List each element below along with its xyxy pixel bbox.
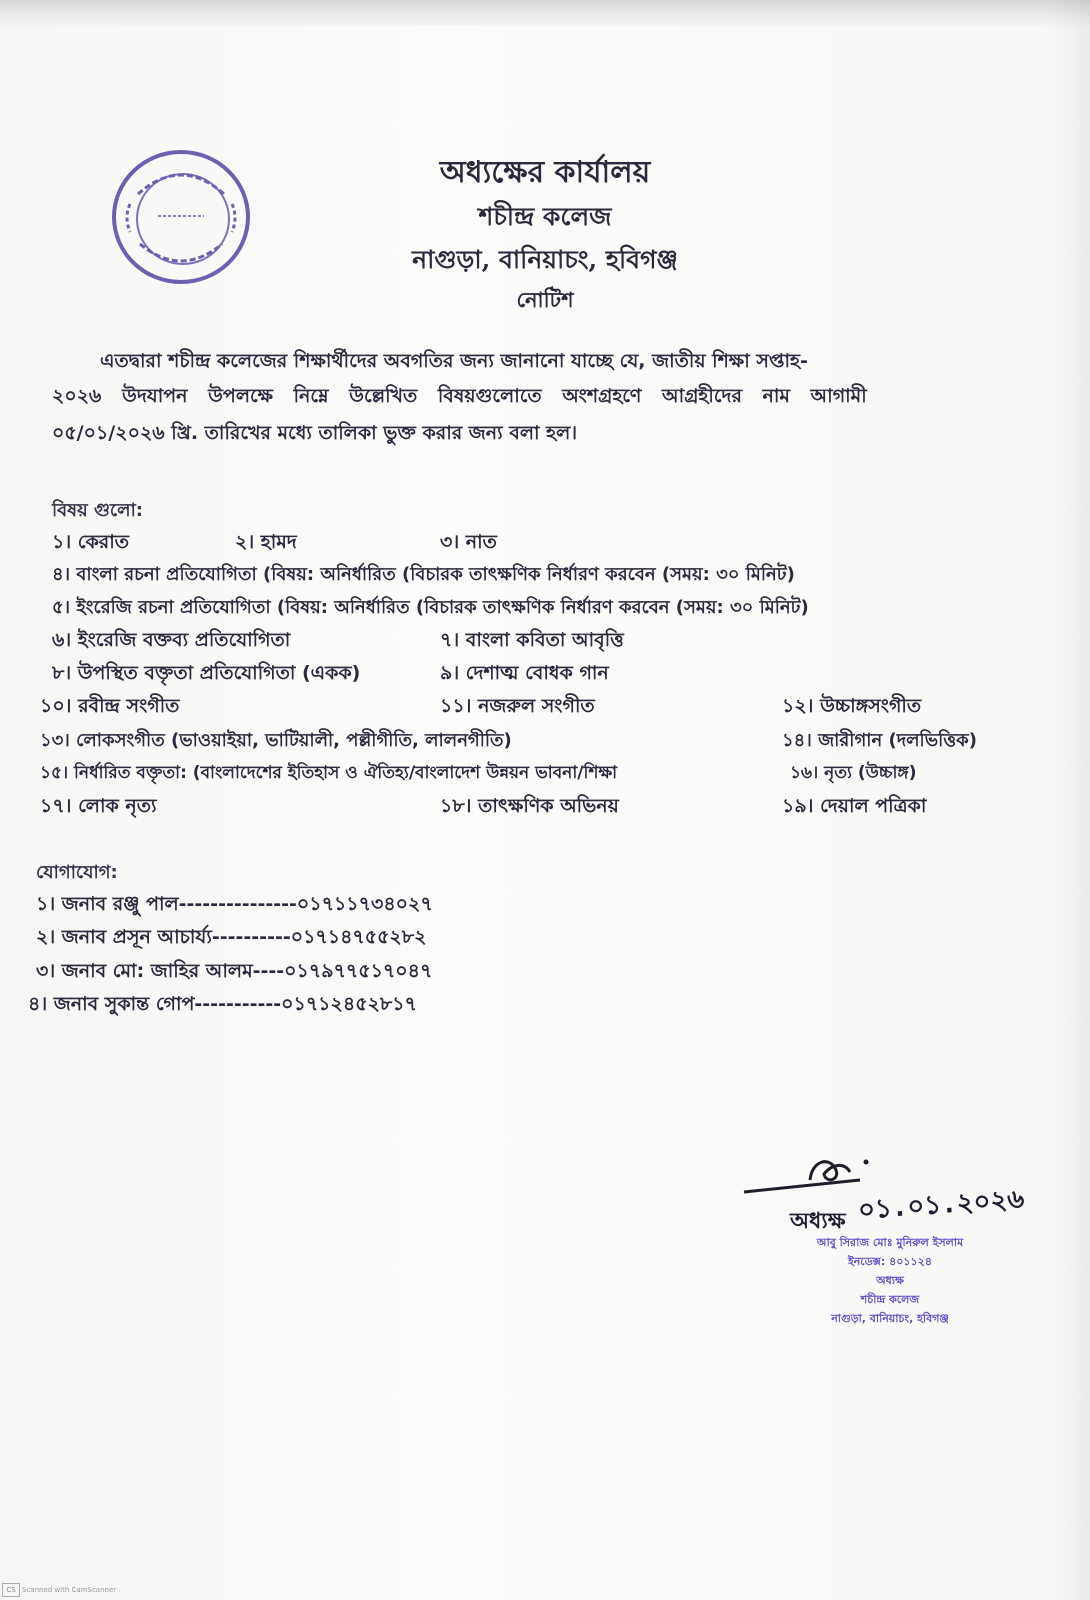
- subject-item: ৮। উপস্থিত বক্তৃতা প্রতিযোগিতা (একক): [52, 662, 361, 684]
- contact-item: ৪। জনাব সুকান্ত গোপ-----------০১৭১২৪৫২৮১৭: [28, 993, 417, 1015]
- subject-item: ১৪। জারীগান (দলভিত্তিক): [782, 730, 977, 751]
- notice-body-line-3: ০৫/০১/২০২৬ খ্রি. তারিখের মধ্যে তালিকা ভুক্ত করার জন্য বলা হল।: [52, 422, 578, 444]
- subject-item: ১৮। তাৎক্ষণিক অভিনয়: [440, 795, 619, 817]
- seal-college: শচীন্দ্র কলেজ: [860, 1293, 920, 1306]
- subject-item: ১৯। দেয়াল পত্রিকা: [782, 795, 927, 817]
- subject-item: ১৩। লোকসংগীত (ভাওয়াইয়া, ভাটিয়ালী, পল্লীগীতি, লালনগীতি): [40, 730, 512, 751]
- subject-item: ৫। ইংরেজি রচনা প্রতিযোগিতা (বিষয়: অনির্ধারিত (বিচারক তাৎক্ষণিক নির্ধারণ করবেন (সময়: ৩০ মিনিট): [52, 597, 809, 618]
- contact-item: ৩। জনাব মো: জাহির আলম----০১৭৯৭৭৫১৭০৪৭: [36, 960, 433, 982]
- subject-item: ১। কেরাত: [52, 531, 129, 553]
- office-heading: অধ্যক্ষের কার্যালয়: [439, 155, 651, 190]
- subject-item: ১২। উচ্চাঙ্গসংগীত: [782, 695, 922, 717]
- subject-item: ১৭। লোক নৃত্য: [40, 795, 157, 817]
- signature-date: ০১.০১.২০২৬: [857, 1184, 1026, 1226]
- college-name: শচীন্দ্র কলেজ: [478, 202, 612, 231]
- seal-address: নাগুড়া, বানিয়াচং, হবিগঞ্জ: [831, 1312, 949, 1325]
- scan-edge: [0, 0, 1090, 26]
- subject-item: ১৬। নৃত্য (উচ্চাঙ্গ): [790, 763, 917, 783]
- subject-item: ১১। নজরুল সংগীত: [440, 695, 595, 717]
- seal-designation: অধ্যক্ষ: [876, 1274, 904, 1287]
- scanner-watermark: Scanned with CamScanner: [22, 1586, 117, 1594]
- contact-item: ১। জনাব রঞ্জু পাল---------------০১৭১১৭৩৪০২৭: [36, 893, 433, 915]
- subject-item: ৯। দেশাত্ম বোধক গান: [440, 662, 609, 684]
- notice-body-line-1: এতদ্বারা শচীন্দ্র কলেজের শিক্ষার্থীদের অবগতির জন্য জানানো যাচ্ছে যে, জাতীয় শিক্ষা সপ্তাহ-: [100, 350, 808, 372]
- contact-item: ২। জনাব প্রসূন আচার্য্য----------০১৭১৪৭৫৫২৮২: [36, 926, 427, 948]
- subject-item: ৭। বাংলা কবিতা আবৃত্তি: [440, 629, 624, 651]
- subject-item: ৬। ইংরেজি বক্তব্য প্রতিযোগিতা: [52, 629, 291, 651]
- signatory-title: অধ্যক্ষ: [790, 1209, 846, 1234]
- subject-item: ৩। নাত: [440, 531, 497, 553]
- subjects-label: বিষয় গুলো:: [52, 500, 143, 521]
- seal-name: আবু সিরাজ মোঃ মুনিরুল ইসলাম: [816, 1236, 964, 1249]
- notice-body-line-2: ২০২৬ উদযাপন উপলক্ষে নিম্নে উল্লেখিত বিষয়গুলোতে অংশগ্রহণে আগ্রহীদের নাম আগামী: [52, 385, 867, 407]
- subject-item: ২। হামদ: [235, 531, 297, 553]
- camscanner-logo-icon: CS: [2, 1583, 20, 1597]
- college-address: নাগুড়া, বানিয়াচং, হবিগঞ্জ: [412, 245, 678, 274]
- subject-item: ৪। বাংলা রচনা প্রতিযোগিতা (বিষয়: অনির্ধারিত (বিচারক তাৎক্ষণিক নির্ধারণ করবেন (সময়: ৩০ মিনিট): [52, 564, 795, 585]
- notice-title: নোটিশ: [516, 287, 574, 312]
- subject-item: ১৫। নির্ধারিত বক্তৃতা: (বাংলাদেশের ইতিহাস ও ঐতিহ্য/বাংলাদেশ উন্নয়ন ভাবনা/শিক্ষা: [40, 763, 618, 783]
- subject-item: ১০। রবীন্দ্র সংগীত: [40, 695, 180, 717]
- contacts-label: যোগাযোগ:: [36, 862, 118, 883]
- seal-index: ইনডেক্স: ৪০১১২৪: [848, 1255, 932, 1268]
